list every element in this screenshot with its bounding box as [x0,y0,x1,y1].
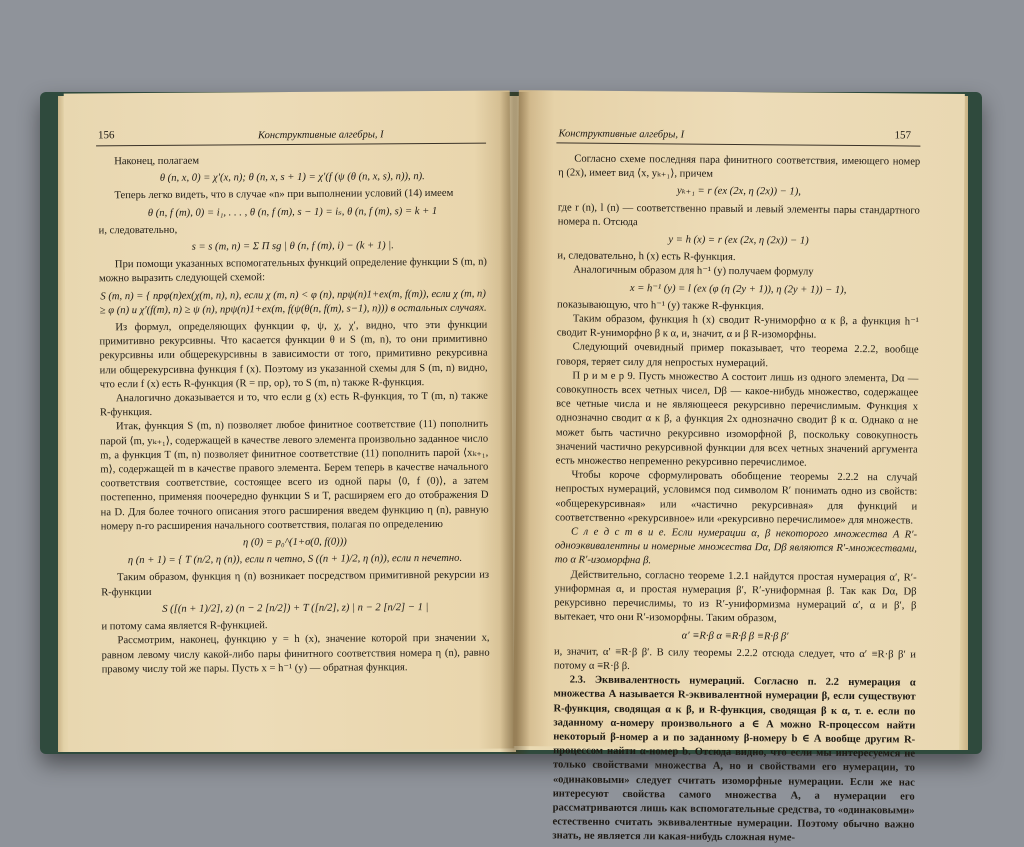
text-line: η (n + 1) = { T (n/2, η (n)), если n четно, S ((n + 1)/2, η (n)), если n нечетно. [127,553,463,567]
text-line: S (m, n) = { npφ(n)ex(χ(m, n), n), если χ (m, n) < φ (n), npψ(n)1+ex(m, f(m)), если χ (m, n) ≥ φ (n) и χ′(f(m), n) ≥ ψ (n), npψ(n)1+ex(m, f(ψ(θ(n, f(m), s−1), n))) в остальных случаях. [99,288,487,317]
text-line: θ (n, f (m), 0) = i₁, . . . , θ (n, f (m), s − 1) = iₛ, θ (n, f (m), s) = k + 1 [147,205,438,219]
text-line: yₖ₊₁ = r (ex (2x, η (2x)) − 1), [677,185,801,198]
text-line: x = h⁻¹ (y) = l (ex (φ (η (2y + 1)), η (2y + 1)) − 1), [629,282,847,296]
right-body-text [552,152,920,847]
left-page-number: 156 [97,129,115,142]
left-body-text [98,153,490,678]
text-line: Рассмотрим, наконец, функцию y = h (x), значение которой при значении x, равном левому числу какой-либо пары финитного соответствия номера η (n), равно правому числу той же пары. Пусть x = h⁻¹ (y) — обратная функция. [101,632,490,676]
text-line: П р и м е р 9. Пусть множество A состоит лишь из одного элемента, Dα — совокупность всех четных чисел, Dβ — какое-нибудь множество, содержащее все четные числа и не являющееся рекурсивно перечислимым. Функция x однозначно сводит α к β, а функция 2x однозначно сводит β к α. Однако α не может быть частично рекурсивно изоморфной β, поскольку совокупность значений частично рекурсивной функции для всех четных значений аргумента есть множество непременно рекурсивно перечислимое. [555,370,919,469]
text-line: Согласно схеме последняя пара финитного соответствия, имеющего номер η (2x), имеет вид ⟨x, yₖ₊₁⟩, причем [558,153,921,180]
text-line: Таким образом, функция η (n) возникает посредством примитивной рекурсии из R-функции [101,570,490,599]
text-line: Чтобы короче сформулировать обобщение теоремы 2.2.2 на случай непростых нумераций, условимся под символом R′ понимать одно из свойств: «общерекурсивная» или «частично рекурсивная» для функций и соответственно «рекурсивное» или «рекурсивно перечислимое» для множеств. [555,469,918,527]
right-header-rule [556,142,920,146]
text-line: Таким образом, функция h (x) сводит R-униморфно α к β, а функция h⁻¹ сводит R-униморфно β к α, и, значит, α и β R-изоморфны. [556,313,919,341]
text-line: Теперь легко видеть, что в случае «n» при выполнении условий (14) имеем [114,188,454,202]
text-line: Итак, функция S (m, n) позволяет любое финитное соответствие (11) пополнить парой ⟨m, yₖ₊₁⟩, содержащей в качестве левого элемента произвольно заданное число m, а функция T (m, n) позволяет финитное соответствие (11) пополнить парой ⟨xₖ₊₁, m⟩, содержащей m в качестве правого элемента. Берем теперь в качестве начального соответствия соответствие, состоящее всего из одной пары ⟨0, f (0)⟩, а затем постепенно, применяя поочередно функции S и T, расширяем его до отображения D на D. Для более точного описания этого расширения введем функцию η (n), равную номеру n-го расширения начального соответствия, полагая по определению [100,419,489,533]
left-header-rule [96,143,486,147]
text-line: Наконец, полагаем [114,155,200,168]
text-line: s = s (m, n) = Σ Π sg | θ (n, f (m), i) − (k + 1) |. [191,240,394,253]
text-line: показывающую, что h⁻¹ (y) также R-функция. [556,299,764,313]
right-page-number: 157 [894,129,912,142]
text-line: и, значит, α′ ≡R·β β′. В силу теоремы 2.2.2 отсюда следует, что α′ ≡R·β β′ и потому α ≡R·β β. [553,646,917,672]
text-line: y = h (x) = r (ex (2x, η (2x)) − 1) [668,234,809,247]
left-running-header: Конструктивные алгебры, I [257,129,384,142]
text-line: S ([(n + 1)/2], z) (n − 2 [n/2]) + T ([n/2], z) | n − 2 [n/2] − 1 | [162,601,429,615]
text-line: θ (n, x, 0) = χ′(x, n); θ (n, x, s + 1) = χ′(f (ψ (θ (n, x, s), n)), n). [159,171,425,185]
text-line: С л е д с т в и е. Если нумерации α, β некоторого множества A R′-одноэквивалентны и номерные множества Dα, Dβ являются R′-множествами, то α R′-изоморфна β. [554,526,918,567]
text-line: и потому сама является R-функцией. [101,620,268,633]
text-line: Аналогичным образом для h⁻¹ (y) получаем формулу [573,264,814,279]
text-line: и, следовательно, h (x) есть R-функция. [557,250,736,264]
text-line: и, следовательно, [98,224,178,237]
text-line: η (0) = p₀^(1+σ(0, f(0))) [242,536,347,549]
left-page [64,90,515,751]
text-line: Действительно, согласно теореме 1.2.1 найдутся простая нумерация α′, R′-униформная α, и простая нумерация β′, R′-униформная β. Так как Dα, Dβ рекурсивно перечислимы, то из R′-униформизма нумераций α′, α и β′, β вытекает, что они R′-изоморфны. Таким образом, [554,569,917,625]
text-line: где r (n), l (n) — соответственно правый и левый элементы пары стандартного номера n. Отсюда [557,202,920,228]
right-page [513,90,965,844]
right-running-header: Конструктивные алгебры, I [558,128,685,141]
text-line: Из формул, определяющих функции φ, ψ, χ, χ′, видно, что эти функции примитивно рекурсивны. Что касается функции θ и S (m, n), то они примитивно рекурсивны или общерекурсивны в зависимости от того, примитивно рекурсивна или общерекурсивна функция f (x). Поэтому из указанной схемы для S (m, n) видно, что если f (x) есть R-функция (R = пр, ор), то S (m, n) также R-функция. [99,319,488,391]
text-line: 2.3. Эквивалентность нумераций. Согласно п. 2.2 нумерация α множества A называется R-эквивалентной нумерации β, если существуют R-функция, сводящая α к β, и R-функция, сводящая β к α, т. е. если по заданному α-номеру произвольного a ∈ A можно R-процессом найти некоторый β-номер a и по заданному β-номеру b ∈ A вообще другим R-процессом найти α-номер b. Отсюда видно, что если мы интересуемся не только свойствами множества A, но и свойствами его нумерации, то «одинаковыми» следует считать изоморфные нумерации. Если же нас интересуют свойства самого множества A, а нумерации его рассматриваются лишь как вспомогательные средства, то «одинаковыми» естественно считать эквивалентные нумерации. Поэтому обычно важно знать, не является ли какая-нибудь сложная нуме- [552,674,916,844]
text-line: Аналогично доказывается и то, что если g (x) есть R-функция, то T (m, n) также R-функция. [99,390,488,419]
text-line: Следующий очевидный пример показывает, что теорема 2.2.2, вообще говоря, теряет силу для непростых нумераций. [556,341,919,369]
text-line: α′ ≡R·β α ≡R·β β ≡R·β β′ [681,630,789,642]
text-line: При помощи указанных вспомогательных функций определение функции S (m, n) можно выразить следующей схемой: [98,256,487,285]
book-gutter [500,92,530,754]
